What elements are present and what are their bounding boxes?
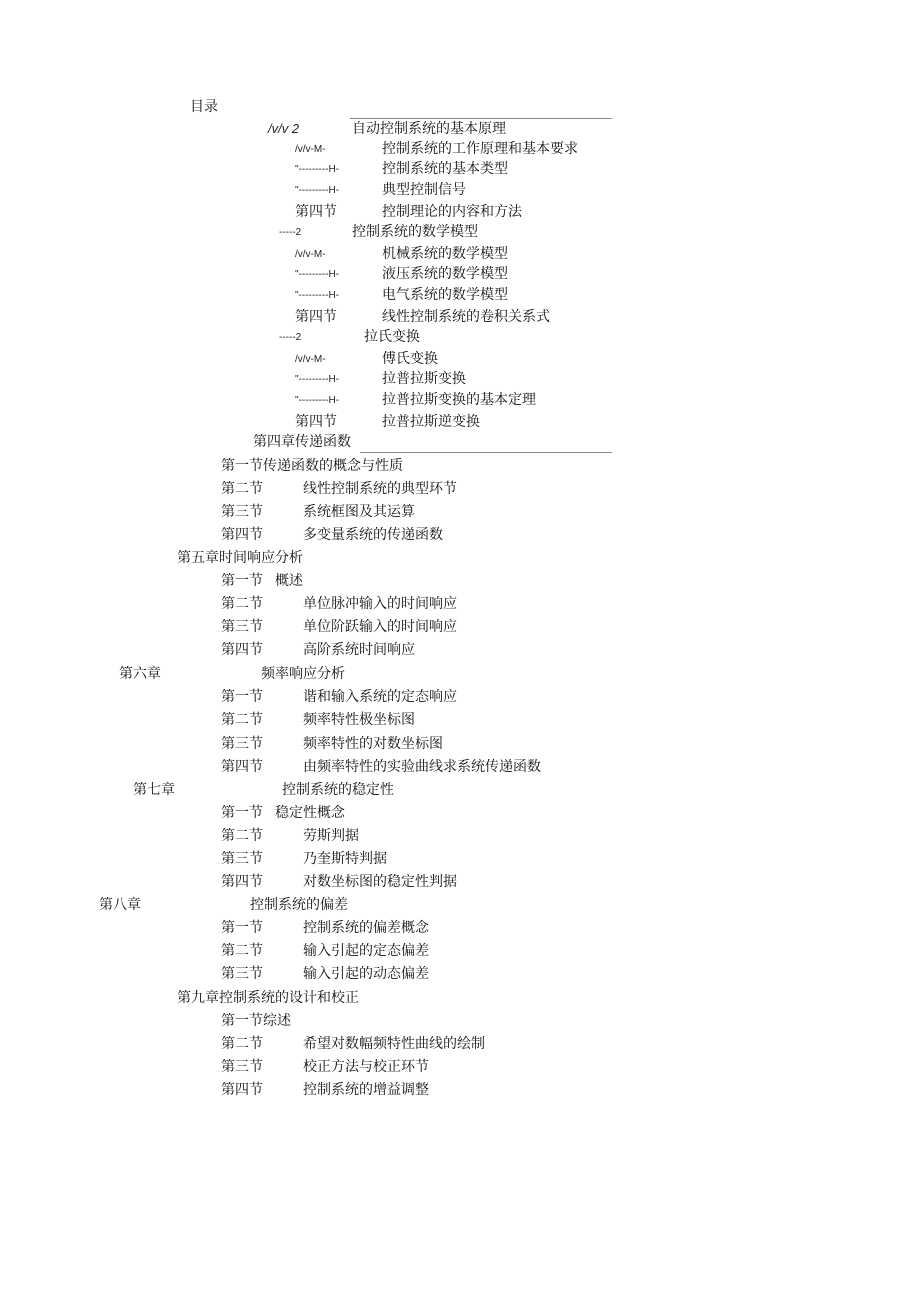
ch1-section-1-number: /v/v-M- — [295, 144, 326, 155]
ch4-section-4-title: 多变量系统的传递函数 — [303, 527, 443, 543]
ch5-section-1-title: 概述 — [275, 573, 303, 589]
ch6-section-2-number: 第二节 — [221, 712, 263, 728]
ch8-section-2-title: 输入引起的定态偏差 — [303, 943, 429, 959]
ch4-section-3-number: 第三节 — [221, 504, 263, 520]
ch7-section-2-title: 劳斯判据 — [303, 828, 359, 844]
chapter-1-rule — [350, 118, 612, 119]
ch7-section-3-number: 第三节 — [221, 851, 263, 867]
chapter-7-number: 第七章 — [133, 782, 175, 798]
ch5-section-4-title: 高阶系统时间响应 — [303, 642, 415, 658]
chapter-8-title: 控制系统的偏差 — [250, 897, 348, 913]
ch2-section-2-title: 液压系统的数学模型 — [382, 266, 508, 282]
ch1-section-4-title: 控制理论的内容和方法 — [382, 204, 522, 220]
ch1-section-3-title: 典型控制信号 — [382, 182, 466, 198]
ch2-section-1-number: /v/v-M- — [295, 249, 326, 260]
ch5-section-4-number: 第四节 — [221, 642, 263, 658]
ch4-section-2-title: 线性控制系统的典型环节 — [303, 481, 457, 497]
chapter-3-number: -----2 — [279, 332, 302, 343]
ch8-section-3-title: 输入引起的动态偏差 — [303, 966, 429, 982]
ch1-section-4-number: 第四节 — [295, 204, 337, 220]
ch3-section-3-title: 拉普拉斯变换的基本定理 — [382, 392, 536, 408]
chapter-8-number: 第八章 — [99, 897, 141, 913]
ch4-section-1: 第一节传递函数的概念与性质 — [221, 458, 403, 474]
chapter-6-title: 频率响应分析 — [261, 666, 345, 682]
ch5-section-1-number: 第一节 — [221, 573, 263, 589]
ch2-section-4-title: 线性控制系统的卷积关系式 — [382, 309, 550, 325]
chapter-1-number: /v/v 2 — [268, 121, 300, 136]
ch7-section-4-number: 第四节 — [221, 874, 263, 890]
ch6-section-1-title: 谐和输入系统的定态响应 — [303, 689, 457, 705]
ch2-section-2-number: "---------H- — [295, 269, 340, 280]
ch1-section-2-number: "---------H- — [295, 164, 340, 175]
ch3-section-1-title: 傅氏变换 — [382, 351, 438, 367]
ch8-section-1-title: 控制系统的偏差概念 — [303, 920, 429, 936]
ch3-section-1-number: /v/v-M- — [295, 354, 326, 365]
chapter-2-number: -----2 — [279, 227, 302, 238]
chapter-7-title: 控制系统的稳定性 — [282, 782, 394, 798]
ch1-section-1-title: 控制系统的工作原理和基本要求 — [382, 141, 578, 157]
ch9-section-1: 第一节综述 — [221, 1013, 291, 1029]
ch7-section-4-title: 对数坐标图的稳定性判据 — [303, 874, 457, 890]
ch7-section-2-number: 第二节 — [221, 828, 263, 844]
ch9-section-2-title: 希望对数幅频特性曲线的绘制 — [303, 1036, 485, 1052]
ch2-section-1-title: 机械系统的数学模型 — [382, 246, 508, 262]
ch2-section-4-number: 第四节 — [295, 309, 337, 325]
ch6-section-3-title: 频率特性的对数坐标图 — [303, 736, 443, 752]
ch6-section-4-title: 由频率特性的实验曲线求系统传递函数 — [303, 759, 541, 775]
ch9-section-3-number: 第三节 — [221, 1059, 263, 1075]
ch7-section-1-title: 稳定性概念 — [275, 805, 345, 821]
ch6-section-1-number: 第一节 — [221, 689, 263, 705]
ch6-section-2-title: 频率特性极坐标图 — [303, 712, 415, 728]
chapter-2-title: 控制系统的数学模型 — [352, 224, 478, 240]
ch4-section-4-number: 第四节 — [221, 527, 263, 543]
ch1-section-3-number: "---------H- — [295, 185, 340, 196]
ch1-section-2-title: 控制系统的基本类型 — [382, 161, 508, 177]
ch8-section-2-number: 第二节 — [221, 943, 263, 959]
ch3-section-4-number: 第四节 — [295, 414, 337, 430]
ch7-section-3-title: 乃奎斯特判据 — [303, 851, 387, 867]
ch3-section-2-title: 拉普拉斯变换 — [382, 371, 466, 387]
chapter-6-number: 第六章 — [119, 666, 161, 682]
ch9-section-2-number: 第二节 — [221, 1036, 263, 1052]
chapter-1-title: 自动控制系统的基本原理 — [352, 121, 506, 137]
chapter-3-title: 拉氏变换 — [364, 329, 420, 345]
chapter-4-rule — [360, 452, 612, 453]
ch9-section-3-title: 校正方法与校正环节 — [303, 1059, 429, 1075]
ch8-section-1-number: 第一节 — [221, 920, 263, 936]
ch2-section-3-title: 电气系统的数学模型 — [382, 287, 508, 303]
ch4-section-2-number: 第二节 — [221, 481, 263, 497]
ch9-section-4-title: 控制系统的增益调整 — [303, 1082, 429, 1098]
chapter-4-heading: 第四章传递函数 — [253, 434, 351, 450]
ch2-section-3-number: "---------H- — [295, 290, 340, 301]
chapter-9-heading: 第九章控制系统的设计和校正 — [177, 990, 359, 1006]
ch6-section-3-number: 第三节 — [221, 736, 263, 752]
toc-title: 目录 — [190, 99, 218, 115]
ch3-section-2-number: "---------H- — [295, 374, 340, 385]
ch3-section-4-title: 拉普拉斯逆变换 — [382, 414, 480, 430]
ch5-section-3-number: 第三节 — [221, 619, 263, 635]
ch4-section-3-title: 系统框图及其运算 — [303, 504, 415, 520]
ch7-section-1-number: 第一节 — [221, 805, 263, 821]
ch3-section-3-number: "---------H- — [295, 395, 340, 406]
ch5-section-2-title: 单位脉冲输入的时间响应 — [303, 596, 457, 612]
chapter-5-heading: 第五章时间响应分析 — [177, 550, 303, 566]
ch9-section-4-number: 第四节 — [221, 1082, 263, 1098]
ch5-section-3-title: 单位阶跃输入的时间响应 — [303, 619, 457, 635]
ch6-section-4-number: 第四节 — [221, 759, 263, 775]
ch5-section-2-number: 第二节 — [221, 596, 263, 612]
ch8-section-3-number: 第三节 — [221, 966, 263, 982]
